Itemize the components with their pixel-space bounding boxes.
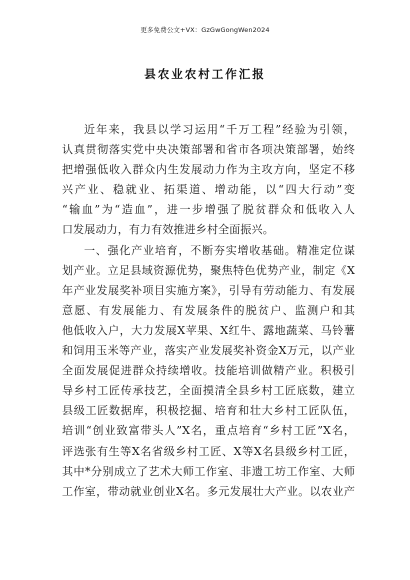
paragraph-line: 一、强化产业培育，不断夯实增收基础。精准定位谋 <box>84 243 355 257</box>
paragraph-line: 工作室，带动就业创业X名。多元发展壮大产业。以农业产 <box>62 484 355 498</box>
paragraph-line: 划产业。立足县域资源优势，聚焦特色优势产业，制定《X <box>62 263 355 277</box>
paragraph-line: “输血”为“造血”，进一步增强了脱贫群众和低收入人 <box>62 203 355 217</box>
header-note: 更多免费公文+VX：GzGwGongWen2024 <box>140 26 270 34</box>
paragraph-line: 意愿、有发展能力、有发展条件的脱贫户、监测户和其 <box>62 303 355 317</box>
paragraph-line: 县级工匠数据库，积极挖掘、培育和壮大乡村工匠队伍， <box>62 404 355 418</box>
paragraph-line: 导乡村工匠传承技艺，全面摸清全县乡村工匠底数，建立 <box>62 384 355 398</box>
paragraph-line: 和饲用玉米等产业，落实产业发展奖补资金X万元，以产业 <box>62 344 355 358</box>
paragraph-line: 其中*分别成立了艺术大师工作室、非遗工坊工作室、大师 <box>62 464 355 478</box>
paragraph-line: 把增强低收入群众内生发展动力作为主攻方向，坚定不移 <box>62 163 355 177</box>
paragraph-line: 认真贯彻落实党中央决策部署和省市各项决策部署，始终 <box>62 143 355 157</box>
paragraph-line: 培训“创业致富带头人”X名，重点培育“乡村工匠”X名， <box>62 424 355 438</box>
paragraph-line: 年产业发展奖补项目实施方案》，引导有劳动能力、有发展 <box>62 283 355 297</box>
paragraph-line: 兴产业、稳就业、拓渠道、增动能，以“四大行动”变 <box>62 183 355 197</box>
paragraph-line: 近年来，我县以学习运用“千万工程”经验为引领， <box>84 123 355 136</box>
body-text <box>62 120 355 502</box>
paragraph-line: 评选张有生等X名省级乡村工匠、X等X名县级乡村工匠， <box>62 444 355 458</box>
paragraph-line: 全面发展促进群众持续增收。技能培训做精产业。积极引 <box>62 364 355 378</box>
paragraph-line: 他低收入户，大力发展X苹果、X红牛、露地蔬菜、马铃薯 <box>62 323 355 337</box>
document-title: 县农业农村工作汇报 <box>144 67 266 81</box>
paragraph-line: 口发展动力，有力有效推进乡村全面振兴。 <box>62 223 274 237</box>
